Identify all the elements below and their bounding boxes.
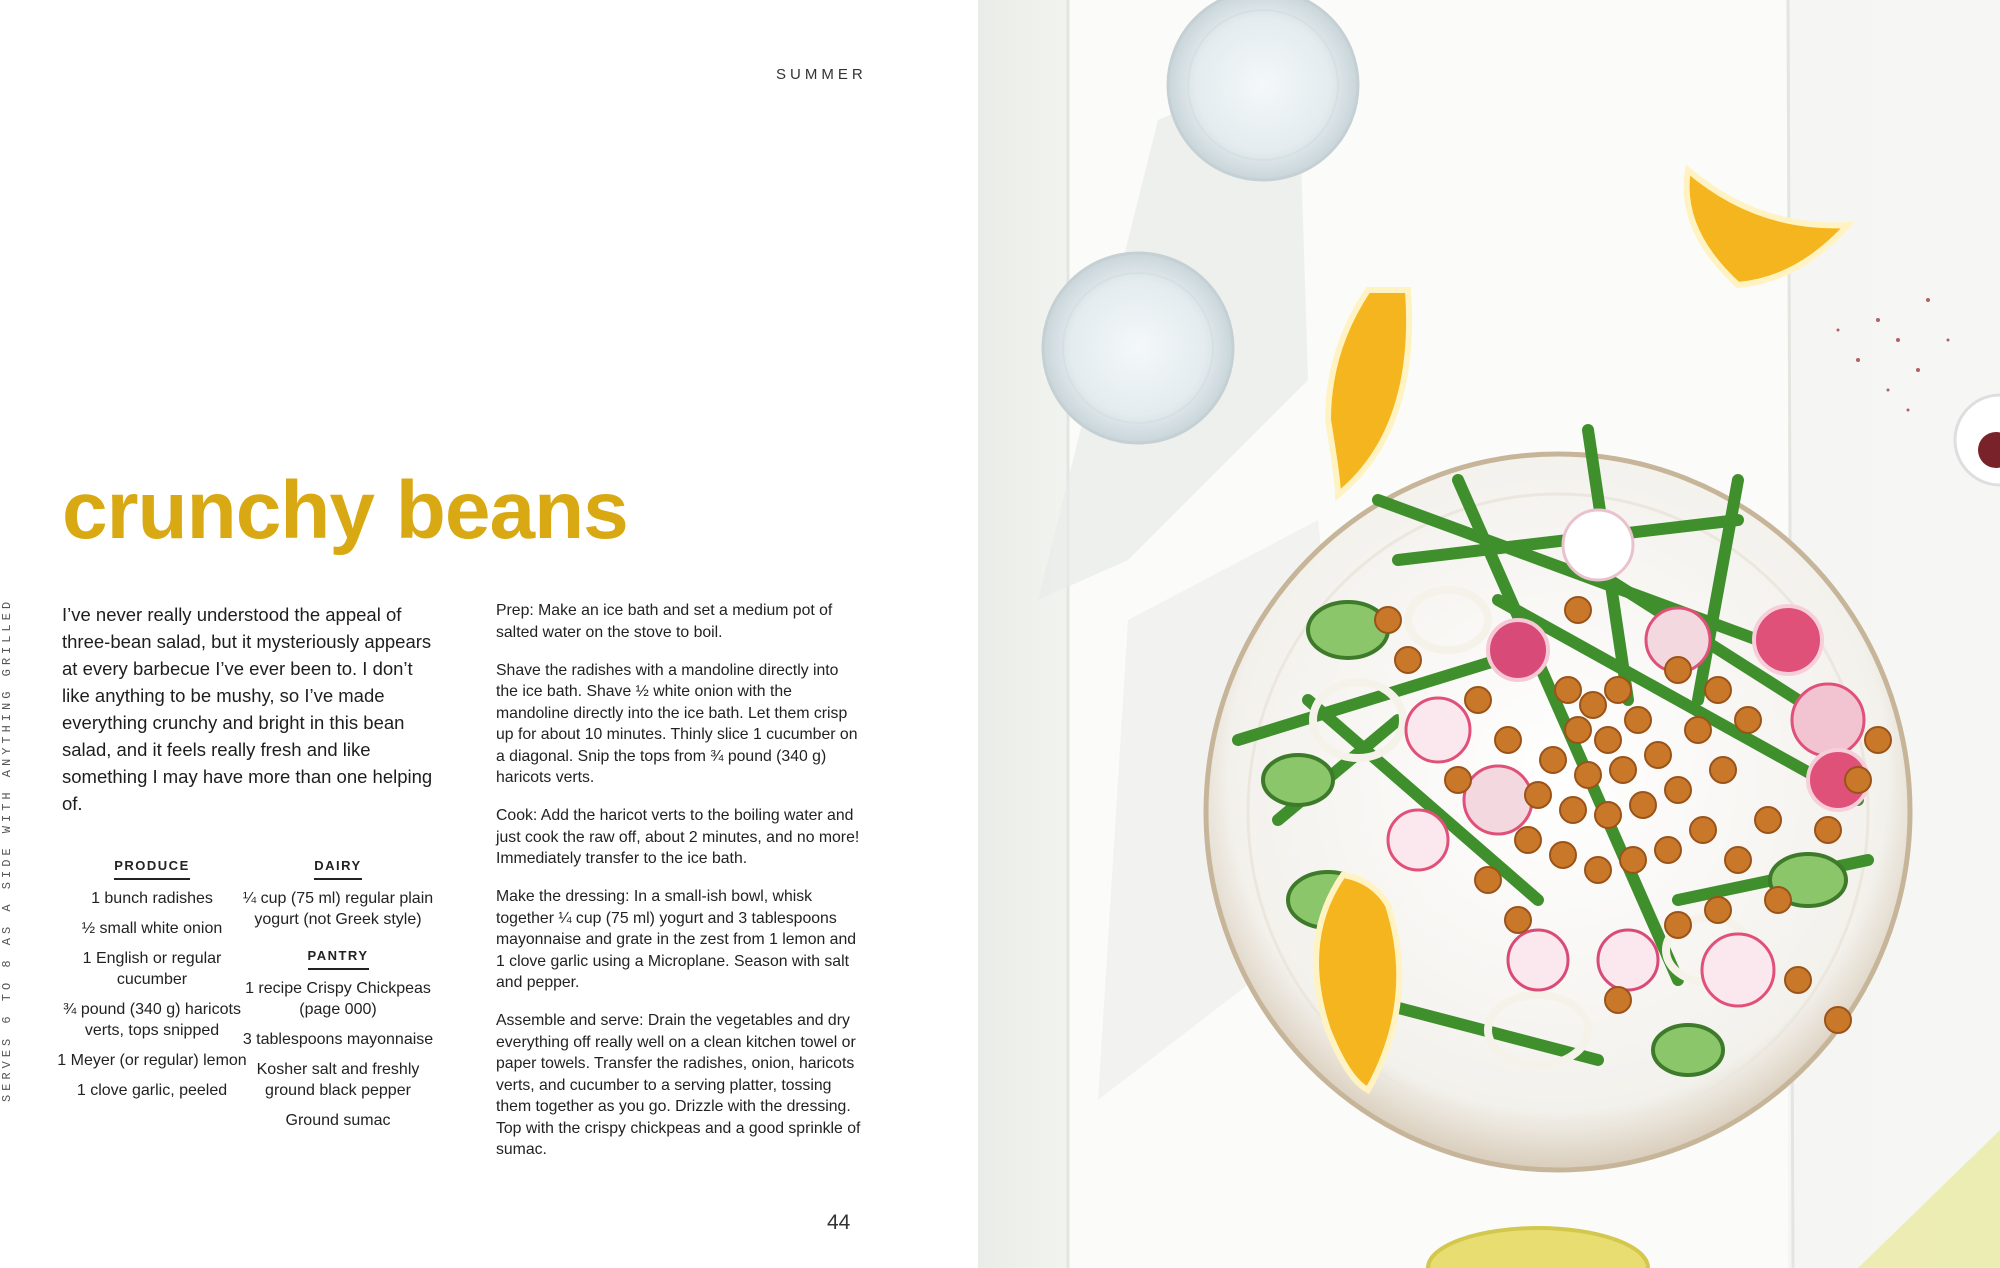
ingredient-item: 1 bunch radishes xyxy=(91,890,213,907)
dairy-heading: DAIRY xyxy=(314,855,361,880)
serving-note: SERVES 6 TO 8 AS A SIDE WITH ANYTHING GRILLED xyxy=(0,597,14,1103)
dairy-pantry-column xyxy=(238,855,438,1140)
recipe-title: crunchy beans xyxy=(62,465,628,556)
ingredient-item: Ground sumac xyxy=(285,1112,391,1129)
produce-heading: PRODUCE xyxy=(114,855,190,880)
section-label: SUMMER xyxy=(776,66,867,83)
method-step: Prep: Make an ice bath and set a medium pot of salted water on the stove to boil. xyxy=(496,602,833,641)
method-step: Make the dressing: In a small-ish bowl, whisk together ¼ cup (75 ml) yogurt and 3 tablespoons mayonnaise and grate in the zest from 1 lemon and 1 clove garlic using a Microplane. Season with salt and pepper. xyxy=(496,888,857,991)
method-step: Assemble and serve: Drain the vegetables and dry everything off really well on a clean kitchen towel or paper towels. Transfer the radishes, onion, haricots verts, and cucumber to a serving platter, tossing them together as you go. Drizzle with the dressing. Top with the crispy chickpeas and a good sprinkle of sumac. xyxy=(496,1012,861,1158)
method-steps xyxy=(496,600,861,1177)
recipe-intro: I’ve never really understood the appeal of three-bean salad, but it mysteriously appears at every barbecue I’ve ever been to. I don’t like anything to be mushy, so I’ve made everything crunchy and bright in this bean salad, and it feels really fresh and like something I may have more than one helping of. xyxy=(62,604,433,814)
ingredient-item: 3 tablespoons mayonnaise xyxy=(242,1031,434,1048)
ingredient-item: ½ small white onion xyxy=(81,920,223,937)
ingredient-item: ¼ cup (75 ml) regular plain yogurt (not Greek style) xyxy=(242,890,434,928)
salad-photo xyxy=(978,0,2000,1268)
method-step: Cook: Add the haricot verts to the boiling water and just cook the raw off, about 2 minutes, and no more! Immediately transfer to the ice bath. xyxy=(496,807,860,867)
recipe-page xyxy=(0,0,978,1268)
ingredient-item: 1 recipe Crispy Chickpeas (page 000) xyxy=(245,980,431,1018)
method-step: Shave the radishes with a mandoline directly into the ice bath. Shave ½ white onion with the mandoline directly into the ice bath. Let them crisp up for about 10 minutes. Thinly slice 1 cucumber on a diagonal. Snip the tops from ¾ pound (340 g) haricots verts. xyxy=(496,661,858,786)
water-glass xyxy=(1168,0,1358,180)
ingredient-item: Kosher salt and freshly ground black pepper xyxy=(256,1061,420,1099)
page-number: 44 xyxy=(827,1211,851,1234)
salad-illustration xyxy=(978,0,2000,1268)
ingredient-item: ¾ pound (340 g) haricots verts, tops snipped xyxy=(63,1001,241,1039)
pantry-heading: PANTRY xyxy=(308,945,369,970)
ingredient-item: 1 Meyer (or regular) lemon xyxy=(57,1052,247,1069)
ingredient-item: 1 English or regular cucumber xyxy=(82,950,222,988)
water-glass xyxy=(1043,253,1233,443)
sumac-scatter xyxy=(1837,298,1950,412)
produce-column xyxy=(52,855,252,1110)
ingredient-item: 1 clove garlic, peeled xyxy=(76,1082,228,1099)
